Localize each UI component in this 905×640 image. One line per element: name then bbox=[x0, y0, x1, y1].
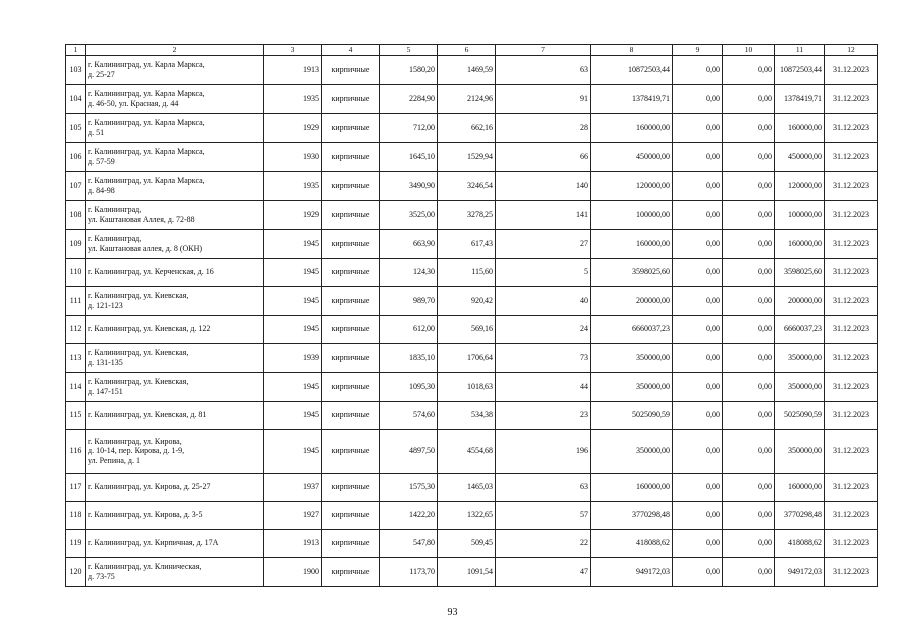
row-number-cell: 116 bbox=[66, 429, 86, 473]
address-line: г. Калининград, ул. Киевская, д. 81 bbox=[88, 410, 207, 420]
material-cell: кирпичные bbox=[322, 529, 380, 557]
column-header: 5 bbox=[380, 45, 438, 56]
address-line: г. Калининград, bbox=[88, 205, 142, 214]
address-cell bbox=[86, 473, 264, 501]
col11-cell: 3770298,48 bbox=[775, 501, 825, 529]
cost-cell: 200000,00 bbox=[591, 286, 673, 315]
date-cell: 31.12.2023 bbox=[825, 142, 878, 171]
living-area-cell: 920,42 bbox=[438, 286, 496, 315]
material-cell: кирпичные bbox=[322, 200, 380, 229]
material-cell: кирпичные bbox=[322, 315, 380, 343]
living-area-cell: 509,45 bbox=[438, 529, 496, 557]
living-area-cell: 1529,94 bbox=[438, 142, 496, 171]
col11-cell: 200000,00 bbox=[775, 286, 825, 315]
column-header: 9 bbox=[673, 45, 723, 56]
col10-cell: 0,00 bbox=[723, 343, 775, 372]
material-cell: кирпичные bbox=[322, 429, 380, 473]
table-row bbox=[66, 229, 878, 258]
living-area-cell: 534,38 bbox=[438, 401, 496, 429]
total-area-cell: 712,00 bbox=[380, 113, 438, 142]
date-cell: 31.12.2023 bbox=[825, 343, 878, 372]
cost-cell: 160000,00 bbox=[591, 113, 673, 142]
col9-cell: 0,00 bbox=[673, 258, 723, 286]
address-cell bbox=[86, 200, 264, 229]
year-cell: 1945 bbox=[264, 286, 322, 315]
year-cell: 1935 bbox=[264, 84, 322, 113]
table-row bbox=[66, 55, 878, 84]
address-cell bbox=[86, 315, 264, 343]
year-cell: 1939 bbox=[264, 343, 322, 372]
table-row bbox=[66, 142, 878, 171]
address-cell bbox=[86, 286, 264, 315]
table-row bbox=[66, 315, 878, 343]
living-area-cell: 3278,25 bbox=[438, 200, 496, 229]
col9-cell: 0,00 bbox=[673, 401, 723, 429]
column-header: 3 bbox=[264, 45, 322, 56]
col9-cell: 0,00 bbox=[673, 286, 723, 315]
address-line: г. Калининград, ул. Карла Маркса, bbox=[88, 60, 205, 69]
col9-cell: 0,00 bbox=[673, 372, 723, 401]
address-line: г. Калининград, ул. Карла Маркса, bbox=[88, 147, 205, 156]
date-cell: 31.12.2023 bbox=[825, 501, 878, 529]
address-cell bbox=[86, 529, 264, 557]
column-header: 1 bbox=[66, 45, 86, 56]
col9-cell: 0,00 bbox=[673, 84, 723, 113]
cost-cell: 450000,00 bbox=[591, 142, 673, 171]
total-area-cell: 124,30 bbox=[380, 258, 438, 286]
year-cell: 1945 bbox=[264, 258, 322, 286]
address-line: ул. Каштановая аллея, д. 8 (ОКН) bbox=[88, 243, 203, 253]
address-line: г. Калининград, ул. Карла Маркса, bbox=[88, 176, 205, 185]
col9-cell: 0,00 bbox=[673, 200, 723, 229]
col11-cell: 350000,00 bbox=[775, 343, 825, 372]
col11-cell: 160000,00 bbox=[775, 113, 825, 142]
material-cell: кирпичные bbox=[322, 142, 380, 171]
address-line: г. Калининград, ул. Киевская, bbox=[88, 377, 189, 386]
cost-cell: 350000,00 bbox=[591, 429, 673, 473]
address-line: д. 10-14, пер. Кирова, д. 1-9, bbox=[88, 446, 185, 456]
living-area-cell: 1091,54 bbox=[438, 557, 496, 586]
material-cell: кирпичные bbox=[322, 372, 380, 401]
col10-cell: 0,00 bbox=[723, 258, 775, 286]
col10-cell: 0,00 bbox=[723, 501, 775, 529]
year-cell: 1937 bbox=[264, 473, 322, 501]
date-cell: 31.12.2023 bbox=[825, 473, 878, 501]
row-number-cell: 106 bbox=[66, 142, 86, 171]
total-area-cell: 1095,30 bbox=[380, 372, 438, 401]
residents-cell: 28 bbox=[496, 113, 591, 142]
table-row bbox=[66, 171, 878, 200]
material-cell: кирпичные bbox=[322, 55, 380, 84]
col9-cell: 0,00 bbox=[673, 501, 723, 529]
living-area-cell: 2124,96 bbox=[438, 84, 496, 113]
residents-cell: 5 bbox=[496, 258, 591, 286]
year-cell: 1913 bbox=[264, 55, 322, 84]
cost-cell: 418088,62 bbox=[591, 529, 673, 557]
total-area-cell: 1422,20 bbox=[380, 501, 438, 529]
date-cell: 31.12.2023 bbox=[825, 84, 878, 113]
col10-cell: 0,00 bbox=[723, 473, 775, 501]
residents-cell: 63 bbox=[496, 473, 591, 501]
col11-cell: 350000,00 bbox=[775, 429, 825, 473]
col11-cell: 10872503,44 bbox=[775, 55, 825, 84]
row-number-cell: 110 bbox=[66, 258, 86, 286]
row-number-cell: 113 bbox=[66, 343, 86, 372]
date-cell: 31.12.2023 bbox=[825, 372, 878, 401]
col9-cell: 0,00 bbox=[673, 343, 723, 372]
total-area-cell: 989,70 bbox=[380, 286, 438, 315]
year-cell: 1945 bbox=[264, 315, 322, 343]
col10-cell: 0,00 bbox=[723, 401, 775, 429]
total-area-cell: 547,80 bbox=[380, 529, 438, 557]
living-area-cell: 1018,63 bbox=[438, 372, 496, 401]
table-row bbox=[66, 401, 878, 429]
address-line: г. Калининград, ул. Кирова, д. 3-5 bbox=[88, 510, 203, 520]
material-cell: кирпичные bbox=[322, 343, 380, 372]
housing-table bbox=[65, 44, 878, 587]
date-cell: 31.12.2023 bbox=[825, 258, 878, 286]
address-cell bbox=[86, 84, 264, 113]
col11-cell: 1378419,71 bbox=[775, 84, 825, 113]
table-row bbox=[66, 529, 878, 557]
total-area-cell: 1173,70 bbox=[380, 557, 438, 586]
col9-cell: 0,00 bbox=[673, 113, 723, 142]
col11-cell: 350000,00 bbox=[775, 372, 825, 401]
residents-cell: 40 bbox=[496, 286, 591, 315]
address-line: д. 84-98 bbox=[88, 185, 115, 195]
row-number-cell: 115 bbox=[66, 401, 86, 429]
address-line: г. Калининград, ул. Кирова, д. 25-27 bbox=[88, 482, 211, 492]
address-cell bbox=[86, 401, 264, 429]
residents-cell: 23 bbox=[496, 401, 591, 429]
cost-cell: 3770298,48 bbox=[591, 501, 673, 529]
row-number-cell: 109 bbox=[66, 229, 86, 258]
address-line: г. Калининград, ул. Киевская, д. 122 bbox=[88, 324, 211, 334]
address-line: г. Калининград, ул. Кирпичная, д. 17А bbox=[88, 538, 219, 548]
column-header: 4 bbox=[322, 45, 380, 56]
col10-cell: 0,00 bbox=[723, 171, 775, 200]
column-header: 10 bbox=[723, 45, 775, 56]
address-cell bbox=[86, 142, 264, 171]
living-area-cell: 115,60 bbox=[438, 258, 496, 286]
total-area-cell: 1580,20 bbox=[380, 55, 438, 84]
address-cell bbox=[86, 557, 264, 586]
material-cell: кирпичные bbox=[322, 286, 380, 315]
year-cell: 1945 bbox=[264, 372, 322, 401]
address-cell bbox=[86, 372, 264, 401]
col10-cell: 0,00 bbox=[723, 229, 775, 258]
row-number-cell: 111 bbox=[66, 286, 86, 315]
date-cell: 31.12.2023 bbox=[825, 113, 878, 142]
table-row bbox=[66, 200, 878, 229]
col10-cell: 0,00 bbox=[723, 429, 775, 473]
col11-cell: 450000,00 bbox=[775, 142, 825, 171]
col10-cell: 0,00 bbox=[723, 142, 775, 171]
year-cell: 1929 bbox=[264, 200, 322, 229]
residents-cell: 140 bbox=[496, 171, 591, 200]
address-line: г. Калининград, ул. Карла Маркса, bbox=[88, 89, 205, 98]
col10-cell: 0,00 bbox=[723, 55, 775, 84]
table-row bbox=[66, 84, 878, 113]
residents-cell: 91 bbox=[496, 84, 591, 113]
residents-cell: 63 bbox=[496, 55, 591, 84]
living-area-cell: 662,16 bbox=[438, 113, 496, 142]
cost-cell: 160000,00 bbox=[591, 229, 673, 258]
date-cell: 31.12.2023 bbox=[825, 286, 878, 315]
row-number-cell: 112 bbox=[66, 315, 86, 343]
column-header: 2 bbox=[86, 45, 264, 56]
table-row bbox=[66, 258, 878, 286]
total-area-cell: 3490,90 bbox=[380, 171, 438, 200]
address-line: д. 73-75 bbox=[88, 571, 115, 581]
material-cell: кирпичные bbox=[322, 258, 380, 286]
col11-cell: 160000,00 bbox=[775, 229, 825, 258]
col9-cell: 0,00 bbox=[673, 55, 723, 84]
address-cell bbox=[86, 171, 264, 200]
living-area-cell: 4554,68 bbox=[438, 429, 496, 473]
year-cell: 1945 bbox=[264, 229, 322, 258]
cost-cell: 3598025,60 bbox=[591, 258, 673, 286]
address-line: д. 25-27 bbox=[88, 69, 115, 79]
residents-cell: 22 bbox=[496, 529, 591, 557]
residents-cell: 57 bbox=[496, 501, 591, 529]
cost-cell: 350000,00 bbox=[591, 343, 673, 372]
row-number-cell: 105 bbox=[66, 113, 86, 142]
address-line: г. Калининград, ул. Клиническая, bbox=[88, 562, 202, 571]
column-header: 11 bbox=[775, 45, 825, 56]
date-cell: 31.12.2023 bbox=[825, 55, 878, 84]
residents-cell: 47 bbox=[496, 557, 591, 586]
col11-cell: 100000,00 bbox=[775, 200, 825, 229]
col11-cell: 120000,00 bbox=[775, 171, 825, 200]
living-area-cell: 1322,65 bbox=[438, 501, 496, 529]
row-number-cell: 114 bbox=[66, 372, 86, 401]
table-row bbox=[66, 286, 878, 315]
material-cell: кирпичные bbox=[322, 557, 380, 586]
col10-cell: 0,00 bbox=[723, 84, 775, 113]
living-area-cell: 1706,64 bbox=[438, 343, 496, 372]
table-body bbox=[66, 55, 878, 586]
row-number-cell: 117 bbox=[66, 473, 86, 501]
year-cell: 1900 bbox=[264, 557, 322, 586]
address-line: г. Калининград, ул. Карла Маркса, bbox=[88, 118, 205, 127]
residents-cell: 141 bbox=[496, 200, 591, 229]
residents-cell: 196 bbox=[496, 429, 591, 473]
col9-cell: 0,00 bbox=[673, 171, 723, 200]
col10-cell: 0,00 bbox=[723, 557, 775, 586]
col9-cell: 0,00 bbox=[673, 142, 723, 171]
year-cell: 1930 bbox=[264, 142, 322, 171]
table-row bbox=[66, 557, 878, 586]
col9-cell: 0,00 bbox=[673, 473, 723, 501]
table-row bbox=[66, 113, 878, 142]
row-number-cell: 108 bbox=[66, 200, 86, 229]
table-row bbox=[66, 429, 878, 473]
col11-cell: 949172,03 bbox=[775, 557, 825, 586]
address-cell bbox=[86, 501, 264, 529]
material-cell: кирпичные bbox=[322, 84, 380, 113]
total-area-cell: 1645,10 bbox=[380, 142, 438, 171]
material-cell: кирпичные bbox=[322, 501, 380, 529]
residents-cell: 73 bbox=[496, 343, 591, 372]
col10-cell: 0,00 bbox=[723, 113, 775, 142]
col11-cell: 160000,00 bbox=[775, 473, 825, 501]
living-area-cell: 1469,59 bbox=[438, 55, 496, 84]
residents-cell: 24 bbox=[496, 315, 591, 343]
year-cell: 1913 bbox=[264, 529, 322, 557]
page-number: 93 bbox=[447, 607, 458, 618]
address-line: д. 131-135 bbox=[88, 357, 123, 367]
total-area-cell: 574,60 bbox=[380, 401, 438, 429]
col9-cell: 0,00 bbox=[673, 429, 723, 473]
col9-cell: 0,00 bbox=[673, 315, 723, 343]
material-cell: кирпичные bbox=[322, 473, 380, 501]
residents-cell: 27 bbox=[496, 229, 591, 258]
cost-cell: 10872503,44 bbox=[591, 55, 673, 84]
col10-cell: 0,00 bbox=[723, 372, 775, 401]
row-number-cell: 107 bbox=[66, 171, 86, 200]
cost-cell: 100000,00 bbox=[591, 200, 673, 229]
material-cell: кирпичные bbox=[322, 401, 380, 429]
living-area-cell: 1465,03 bbox=[438, 473, 496, 501]
address-line: ул. Каштановая Аллея, д. 72-88 bbox=[88, 214, 195, 224]
row-number-cell: 120 bbox=[66, 557, 86, 586]
address-cell bbox=[86, 258, 264, 286]
row-number-cell: 118 bbox=[66, 501, 86, 529]
year-cell: 1929 bbox=[264, 113, 322, 142]
cost-cell: 1378419,71 bbox=[591, 84, 673, 113]
date-cell: 31.12.2023 bbox=[825, 171, 878, 200]
address-line: д. 121-123 bbox=[88, 300, 123, 310]
table-row bbox=[66, 501, 878, 529]
total-area-cell: 2284,90 bbox=[380, 84, 438, 113]
cost-cell: 160000,00 bbox=[591, 473, 673, 501]
col11-cell: 5025090,59 bbox=[775, 401, 825, 429]
row-number-cell: 103 bbox=[66, 55, 86, 84]
column-header: 7 bbox=[496, 45, 591, 56]
residents-cell: 66 bbox=[496, 142, 591, 171]
address-line: д. 51 bbox=[88, 127, 105, 137]
total-area-cell: 663,90 bbox=[380, 229, 438, 258]
date-cell: 31.12.2023 bbox=[825, 200, 878, 229]
living-area-cell: 569,16 bbox=[438, 315, 496, 343]
col9-cell: 0,00 bbox=[673, 557, 723, 586]
address-line: г. Калининград, ул. Керченская, д. 16 bbox=[88, 267, 214, 277]
cost-cell: 949172,03 bbox=[591, 557, 673, 586]
col10-cell: 0,00 bbox=[723, 200, 775, 229]
total-area-cell: 612,00 bbox=[380, 315, 438, 343]
total-area-cell: 1835,10 bbox=[380, 343, 438, 372]
table-row bbox=[66, 343, 878, 372]
living-area-cell: 3246,54 bbox=[438, 171, 496, 200]
cost-cell: 6660037,23 bbox=[591, 315, 673, 343]
column-header: 8 bbox=[591, 45, 673, 56]
address-line: ул. Репина, д. 1 bbox=[88, 455, 140, 465]
total-area-cell: 3525,00 bbox=[380, 200, 438, 229]
year-cell: 1945 bbox=[264, 401, 322, 429]
date-cell: 31.12.2023 bbox=[825, 229, 878, 258]
material-cell: кирпичные bbox=[322, 171, 380, 200]
col11-cell: 418088,62 bbox=[775, 529, 825, 557]
address-line: г. Калининград, ул. Кирова, bbox=[88, 436, 182, 446]
col11-cell: 3598025,60 bbox=[775, 258, 825, 286]
date-cell: 31.12.2023 bbox=[825, 315, 878, 343]
table-row bbox=[66, 473, 878, 501]
column-header: 6 bbox=[438, 45, 496, 56]
address-cell bbox=[86, 55, 264, 84]
material-cell: кирпичные bbox=[322, 229, 380, 258]
row-number-cell: 104 bbox=[66, 84, 86, 113]
cost-cell: 350000,00 bbox=[591, 372, 673, 401]
col9-cell: 0,00 bbox=[673, 529, 723, 557]
col10-cell: 0,00 bbox=[723, 286, 775, 315]
col9-cell: 0,00 bbox=[673, 229, 723, 258]
address-cell bbox=[86, 429, 264, 473]
address-line: д. 46-50, ул. Красная, д. 44 bbox=[88, 98, 179, 108]
total-area-cell: 1575,30 bbox=[380, 473, 438, 501]
address-line: г. Калининград, ул. Киевская, bbox=[88, 348, 189, 357]
address-cell bbox=[86, 343, 264, 372]
date-cell: 31.12.2023 bbox=[825, 529, 878, 557]
date-cell: 31.12.2023 bbox=[825, 401, 878, 429]
material-cell: кирпичные bbox=[322, 113, 380, 142]
address-cell bbox=[86, 113, 264, 142]
date-cell: 31.12.2023 bbox=[825, 429, 878, 473]
year-cell: 1927 bbox=[264, 501, 322, 529]
residents-cell: 44 bbox=[496, 372, 591, 401]
col10-cell: 0,00 bbox=[723, 529, 775, 557]
row-number-cell: 119 bbox=[66, 529, 86, 557]
col10-cell: 0,00 bbox=[723, 315, 775, 343]
cost-cell: 5025090,59 bbox=[591, 401, 673, 429]
address-line: г. Калининград, bbox=[88, 234, 142, 243]
total-area-cell: 4897,50 bbox=[380, 429, 438, 473]
living-area-cell: 617,43 bbox=[438, 229, 496, 258]
year-cell: 1945 bbox=[264, 429, 322, 473]
column-header: 12 bbox=[825, 45, 878, 56]
address-line: г. Калининград, ул. Киевская, bbox=[88, 291, 189, 300]
address-line: д. 57-59 bbox=[88, 156, 115, 166]
date-cell: 31.12.2023 bbox=[825, 557, 878, 586]
table-row bbox=[66, 372, 878, 401]
header-row bbox=[66, 45, 878, 56]
year-cell: 1935 bbox=[264, 171, 322, 200]
col11-cell: 6660037,23 bbox=[775, 315, 825, 343]
address-line: д. 147-151 bbox=[88, 386, 123, 396]
cost-cell: 120000,00 bbox=[591, 171, 673, 200]
address-cell bbox=[86, 229, 264, 258]
